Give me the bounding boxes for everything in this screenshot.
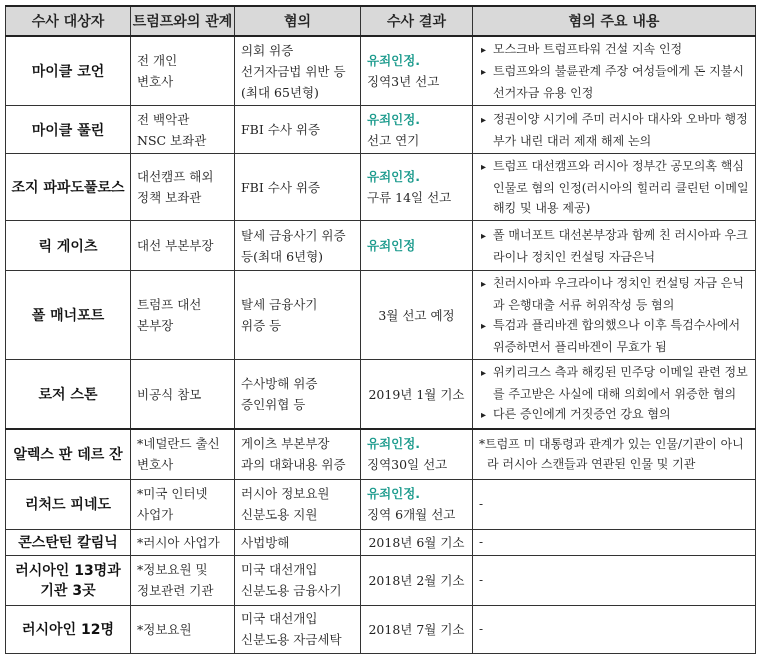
relation-cell [131, 555, 235, 605]
details-cell [473, 36, 756, 106]
result-text: 2018년 6월 기소 [368, 534, 465, 550]
relation-cell [131, 36, 235, 106]
table-row [6, 605, 756, 653]
relation-line: 대선 부본부장 [137, 238, 214, 253]
relation-cell [131, 154, 235, 221]
table-row [6, 479, 756, 529]
charge-cell [235, 429, 361, 479]
table-row [6, 429, 756, 479]
charge-line: FBI 수사 위증 [241, 122, 321, 137]
relation-line: 정책 보좌관 [137, 190, 202, 205]
relation-line: *미국 인터넷 [137, 486, 208, 501]
charge-line: 미국 대선개입 [241, 562, 318, 577]
charge-cell [235, 529, 361, 555]
charge-line: 미국 대선개입 [241, 611, 318, 626]
table-row [6, 106, 756, 154]
header-row [6, 6, 756, 36]
charge-cell [235, 36, 361, 106]
charge-line: 신분도용 지원 [241, 507, 318, 522]
target-name [6, 555, 131, 605]
charge-line: 탈세 금융사기 [241, 297, 318, 312]
target-name-line: 기관 3곳 [40, 583, 96, 599]
relation-cell [131, 360, 235, 430]
detail-item: ▸ 모스크바 트럼프타워 건설 지속 인정 [479, 39, 749, 61]
target-name: 폴 매너포트 [6, 271, 131, 360]
charge-line: 과의 대화내용 위증 [241, 457, 346, 473]
charge-line: 선거자금법 위반 등 [241, 63, 346, 79]
detail-item: ▸ 친러시아파 우크라이나 정치인 컨설팅 자금 은닉과 은행대출 서류 허위작성 등 혐의 [479, 273, 749, 315]
details-dash: - [479, 535, 484, 549]
result-text: 징역 6개월 선고 [367, 507, 456, 522]
charge-cell [235, 479, 361, 529]
relation-line: 전 백악관 [137, 111, 190, 127]
details-dash: - [479, 622, 484, 636]
header-details: 혐의 주요 내용 [473, 6, 756, 36]
relation-line: 변호사 [137, 457, 174, 473]
details-cell [473, 221, 756, 271]
relation-line: 사업가 [137, 507, 174, 522]
result-cell [361, 221, 473, 271]
result-cell [361, 479, 473, 529]
header-charge: 혐의 [235, 6, 361, 36]
details-cell [473, 605, 756, 653]
charge-line: 게이츠 부본부장 [241, 436, 330, 452]
target-name: 릭 게이츠 [6, 221, 131, 271]
charge-line: 위증 등 [241, 318, 282, 333]
relation-line: *러시아 사업가 [137, 534, 220, 550]
details-cell [473, 271, 756, 360]
relation-line: 정보관련 기관 [137, 583, 214, 598]
detail-item: ▸ 트럼프와의 불륜관계 주장 여성들에게 돈 지불시 선거자금 유용 인정 [479, 61, 749, 103]
details-dash: - [479, 573, 484, 587]
guilty-label: 유죄인정. [367, 53, 421, 68]
charge-line: 증인위협 등 [241, 397, 306, 412]
guilty-label: 유죄인정. [367, 169, 421, 184]
relation-cell [131, 479, 235, 529]
relation-line: 전 개인 [137, 53, 178, 68]
details-dash: - [479, 497, 484, 511]
relation-cell [131, 429, 235, 479]
result-text: 2018년 2월 기소 [368, 572, 465, 588]
charge-cell [235, 221, 361, 271]
result-cell [361, 154, 473, 221]
header-target: 수사 대상자 [6, 6, 131, 36]
target-name: 로저 스톤 [6, 360, 131, 430]
charge-line: 의회 위증 [241, 42, 294, 58]
table-row [6, 529, 756, 555]
detail-item: ▸ 위키리크스 측과 해킹된 민주당 이메일 관련 정보를 주고받은 사실에 대해 의회에서 위증한 혐의 [479, 362, 749, 404]
investigation-table [5, 5, 756, 654]
header-relation: 트럼프와의 관계 [131, 6, 235, 36]
relation-line: 비공식 참모 [137, 386, 202, 402]
charge-cell [235, 555, 361, 605]
guilty-label: 유죄인정. [367, 486, 421, 501]
details-note: *트럼프 미 대통령과 관계가 있는 인물/기관이 아니라 러시아 스캔들과 연관된 인물 및 기관 [479, 437, 744, 472]
charge-cell [235, 106, 361, 154]
relation-cell [131, 605, 235, 653]
result-text: 징역30일 선고 [367, 457, 448, 473]
charge-line: FBI 수사 위증 [241, 179, 321, 195]
target-name: 알렉스 판 데르 잔 [6, 429, 131, 479]
charge-cell [235, 154, 361, 221]
table-row [6, 555, 756, 605]
charge-cell [235, 271, 361, 360]
relation-cell [131, 221, 235, 271]
guilty-label: 유죄인정. [367, 111, 421, 127]
table-row [6, 271, 756, 360]
result-text: 징역3년 선고 [367, 74, 440, 89]
charge-line: 신분도용 금융사기 [241, 583, 342, 598]
details-cell [473, 555, 756, 605]
details-cell [473, 429, 756, 479]
charge-line: (최대 65년형) [241, 84, 319, 100]
relation-line: 트럼프 대선 [137, 297, 202, 312]
detail-item: ▸ 정권이양 시기에 주미 러시아 대사와 오바마 행정부가 내린 대러 제재 해제 논의 [479, 109, 749, 151]
table-row [6, 154, 756, 221]
result-cell [361, 271, 473, 360]
table-row [6, 360, 756, 430]
relation-line: *정보요원 및 [137, 562, 208, 577]
charge-line: 등(최대 6년형) [241, 248, 324, 264]
charge-cell [235, 605, 361, 653]
charge-line: 수사방해 위증 [241, 376, 318, 391]
relation-line: 대선캠프 해외 [137, 169, 214, 184]
result-cell [361, 529, 473, 555]
table-row [6, 36, 756, 106]
target-name: 조지 파파도풀로스 [6, 154, 131, 221]
table-row [6, 221, 756, 271]
charge-line: 신분도용 자금세탁 [241, 632, 342, 647]
relation-cell [131, 106, 235, 154]
relation-cell [131, 271, 235, 360]
result-text: 선고 연기 [367, 132, 420, 148]
charge-line: 사법방해 [241, 534, 290, 550]
detail-item: ▸ 특검과 플리바겐 합의했으나 이후 특검수사에서 위증하면서 플리바겐이 무효가 됨 [479, 315, 749, 357]
result-cell [361, 555, 473, 605]
target-name: 콘스탄틴 칼림닉 [6, 529, 131, 555]
result-text: 2018년 7월 기소 [368, 621, 465, 637]
header-result: 수사 결과 [361, 6, 473, 36]
target-name-line: 러시아인 13명과 [15, 563, 121, 579]
target-name: 마이클 코언 [6, 36, 131, 106]
result-cell [361, 106, 473, 154]
relation-line: 본부장 [137, 318, 174, 333]
relation-line: 변호사 [137, 74, 174, 89]
detail-item: ▸ 트럼프 대선캠프와 러시아 정부간 공모의혹 핵심 인물로 혐의 인정(러시아의 힐러리 클린턴 이메일 해킹 및 내용 제공) [479, 156, 749, 218]
result-text: 구류 14일 선고 [367, 190, 452, 205]
result-text: 2019년 1월 기소 [368, 386, 465, 402]
details-cell [473, 479, 756, 529]
relation-line: *정보요원 [137, 621, 192, 637]
details-cell [473, 360, 756, 430]
detail-item: ▸ 폴 매너포트 대선본부장과 함께 친 러시아파 우크라이나 정치인 컨설팅 자금은닉 [479, 225, 749, 267]
details-cell [473, 529, 756, 555]
target-name: 마이클 풀린 [6, 106, 131, 154]
details-cell [473, 106, 756, 154]
detail-item: ▸ 다른 증인에게 거짓증언 강요 혐의 [479, 404, 749, 426]
result-text: 3월 선고 예정 [378, 307, 455, 323]
relation-line: NSC 보좌관 [137, 132, 207, 148]
charge-line: 러시아 정보요원 [241, 486, 330, 501]
target-name: 러시아인 12명 [6, 605, 131, 653]
charge-line: 탈세 금융사기 위증 [241, 227, 346, 243]
result-cell [361, 36, 473, 106]
details-cell [473, 154, 756, 221]
relation-cell [131, 529, 235, 555]
guilty-label: 유죄인정 [367, 238, 416, 253]
result-cell [361, 429, 473, 479]
guilty-label: 유죄인정. [367, 436, 421, 452]
result-cell [361, 605, 473, 653]
result-cell [361, 360, 473, 430]
charge-cell [235, 360, 361, 430]
target-name: 리처드 피네도 [6, 479, 131, 529]
relation-line: *네덜란드 출신 [137, 436, 220, 452]
